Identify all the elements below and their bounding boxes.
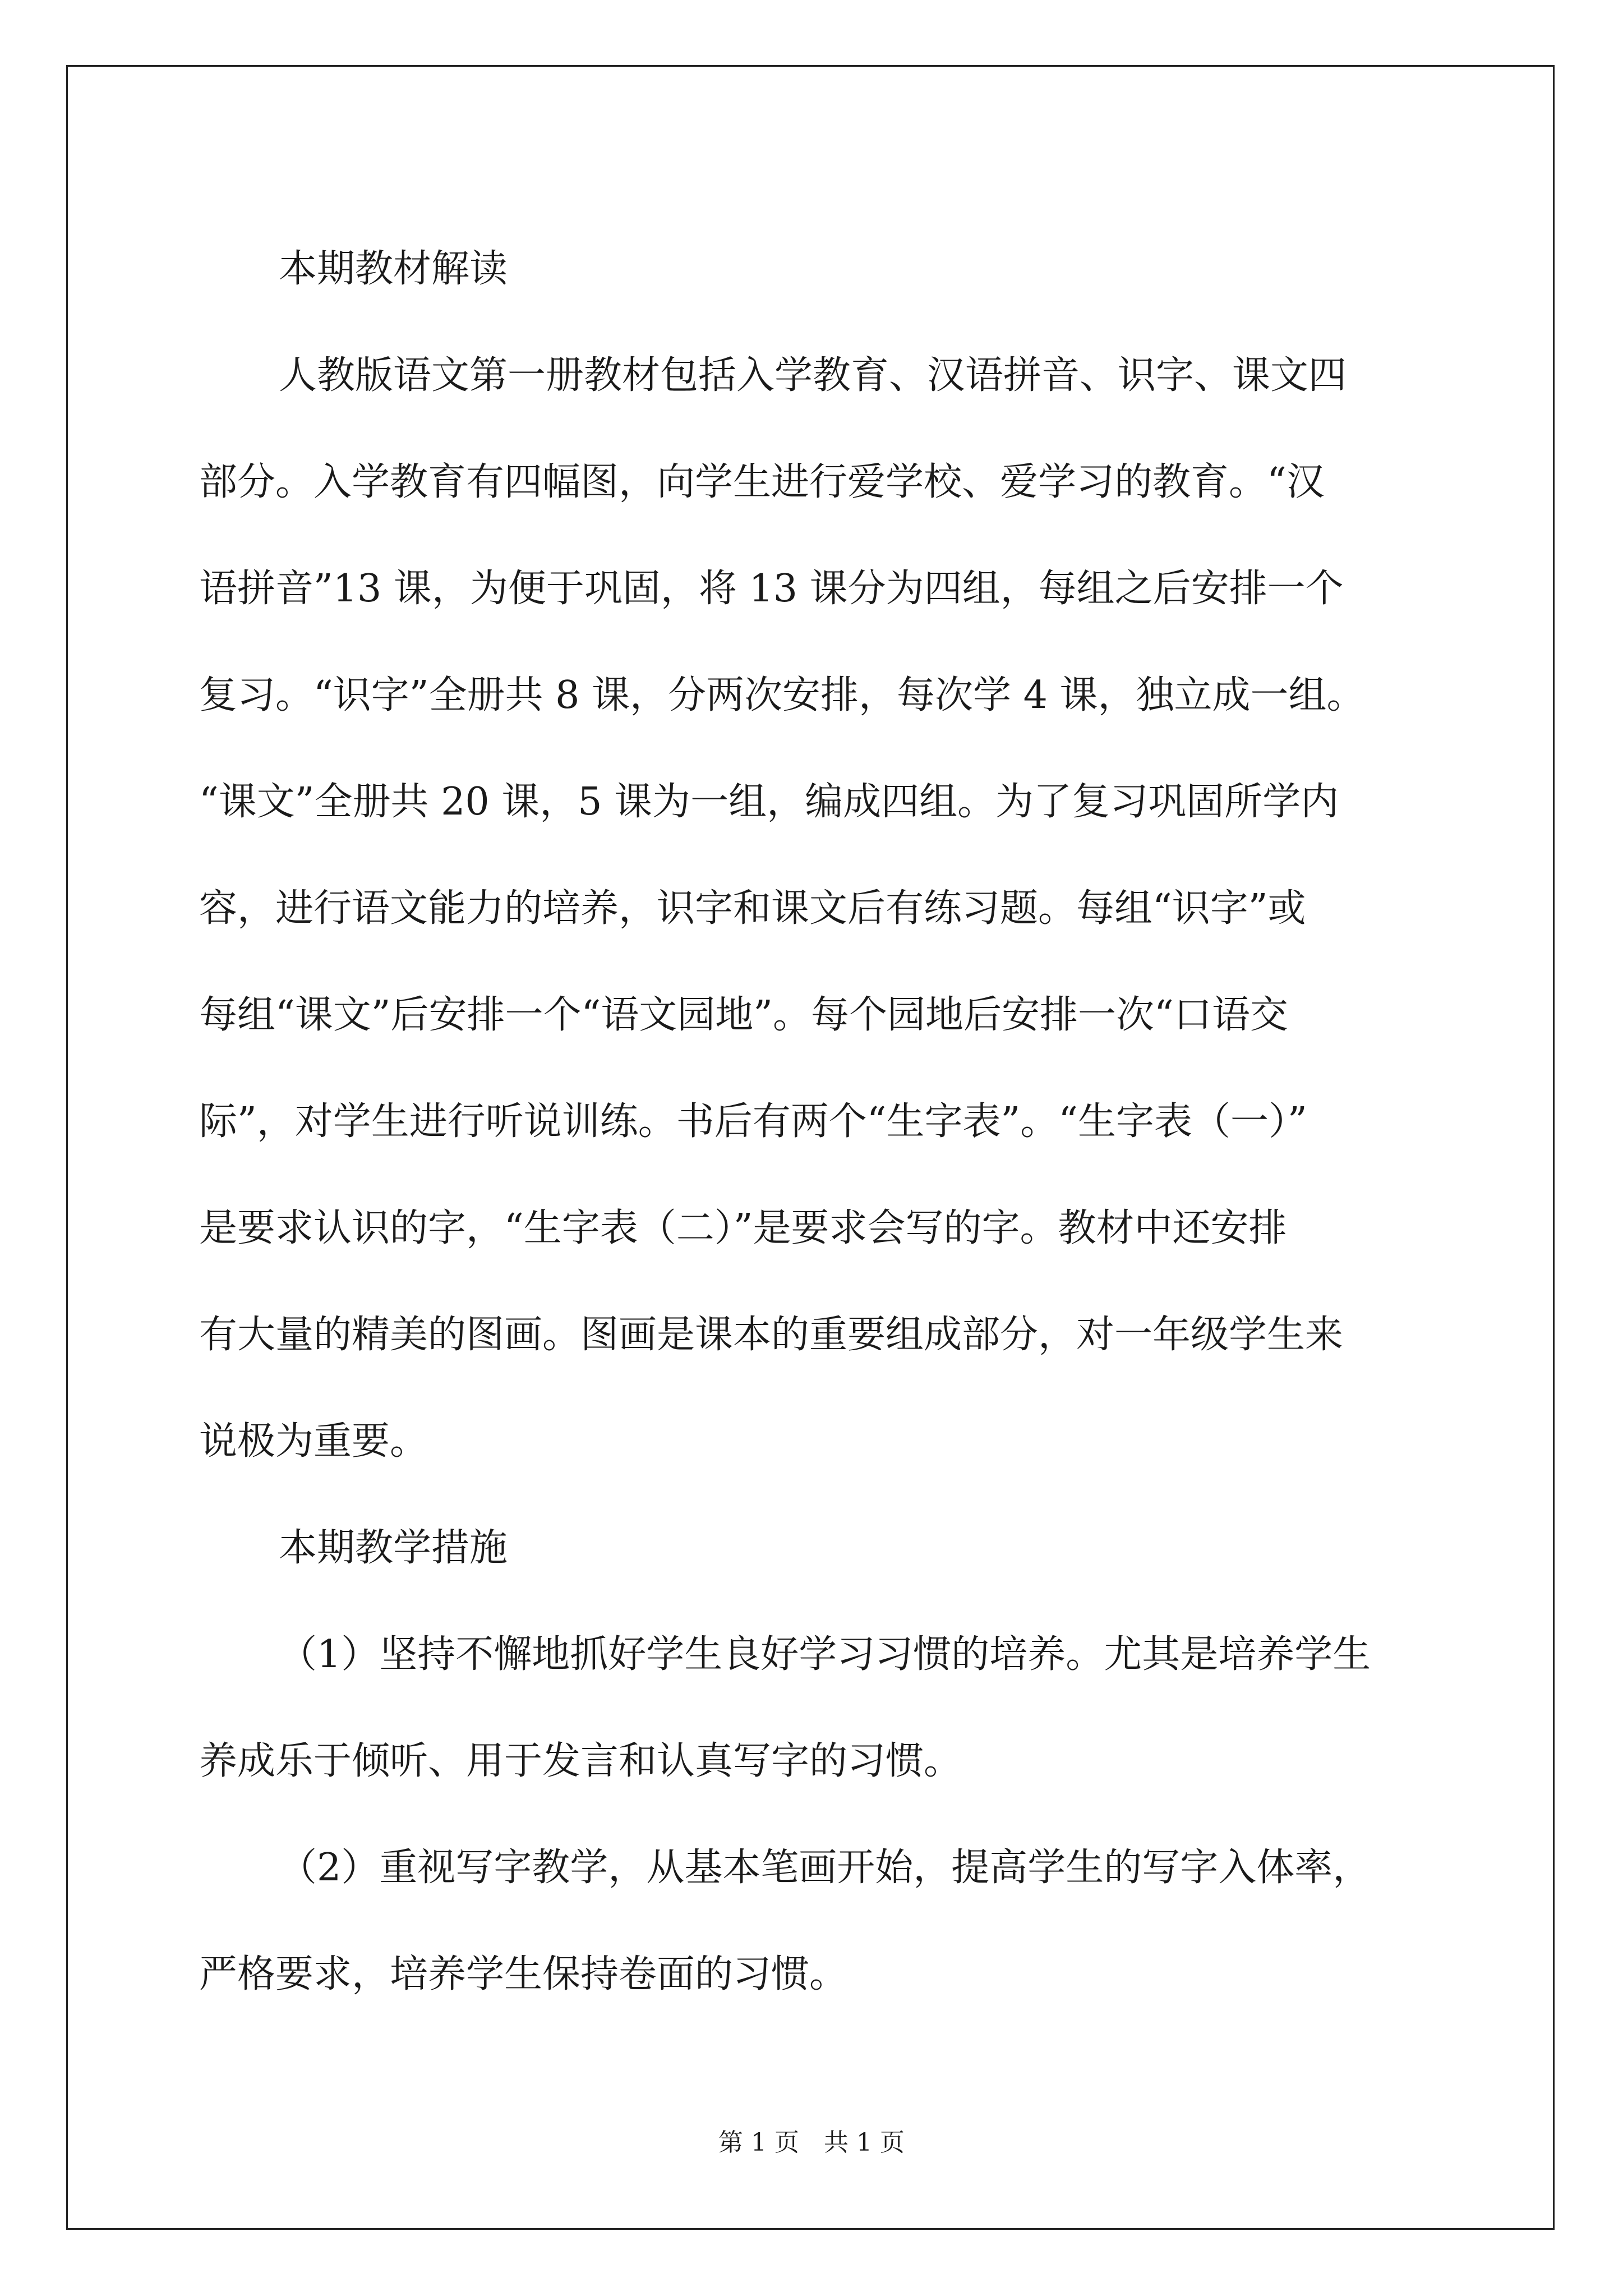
paragraph-line: 语拼音”13 课，为便于巩固，将 13 课分为四组，每组之后安排一个 [199, 567, 1344, 611]
paragraph-line: 复习。“识字”全册共 8 课，分两次安排，每次学 4 课，独立成一组。 [199, 673, 1365, 717]
paragraph-line: “课文”全册共 20 课，5 课为一组，编成四组。为了复习巩固所学内 [199, 780, 1339, 824]
paragraph-line: 有大量的精美的图画。图画是课本的重要组成部分，对一年级学生来 [199, 1313, 1344, 1357]
paragraph-line: 部分。入学教育有四幅图，向学生进行爱学校、爱学习的教育。“汉 [199, 460, 1325, 504]
list-item [199, 1602, 1422, 1815]
paragraph-line: 际”，对学生进行听说训练。书后有两个“生字表”。“生字表（一）” [199, 1099, 1307, 1144]
paragraph [199, 323, 1422, 1495]
paragraph-line: 严格要求，培养学生保持卷面的习惯。 [199, 1952, 848, 1996]
paragraph-line: 容，进行语文能力的培养，识字和课文后有练习题。每组“识字”或 [199, 886, 1306, 931]
paragraph-line: 每组“课文”后安排一个“语文园地”。每个园地后安排一次“口语交 [199, 993, 1288, 1037]
list-item [199, 1815, 1422, 2028]
paragraph-line: （1）坚持不懈地抓好学生良好学习习惯的培养。尤其是培养学生 [279, 1632, 1371, 1677]
paragraph-line: 养成乐于倾听、用于发言和认真写字的习惯。 [199, 1739, 962, 1783]
paragraph-line: 人教版语文第一册教材包括入学教育、汉语拼音、识字、课文四 [279, 353, 1347, 398]
page-footer [0, 2126, 1623, 2160]
section-heading: 本期教材解读 [279, 247, 508, 291]
section-heading: 本期教学措施 [279, 1526, 508, 1570]
page-number: 第 1 页 共 1 页 [718, 2128, 905, 2157]
document-body [199, 216, 1422, 2028]
paragraph-line: 说极为重要。 [199, 1419, 428, 1464]
paragraph-line: （2）重视写字教学，从基本笔画开始，提高学生的写字入体率， [279, 1846, 1371, 1890]
paragraph-line: 是要求认识的字，“生字表（二）”是要求会写的字。教材中还安排 [199, 1206, 1287, 1250]
